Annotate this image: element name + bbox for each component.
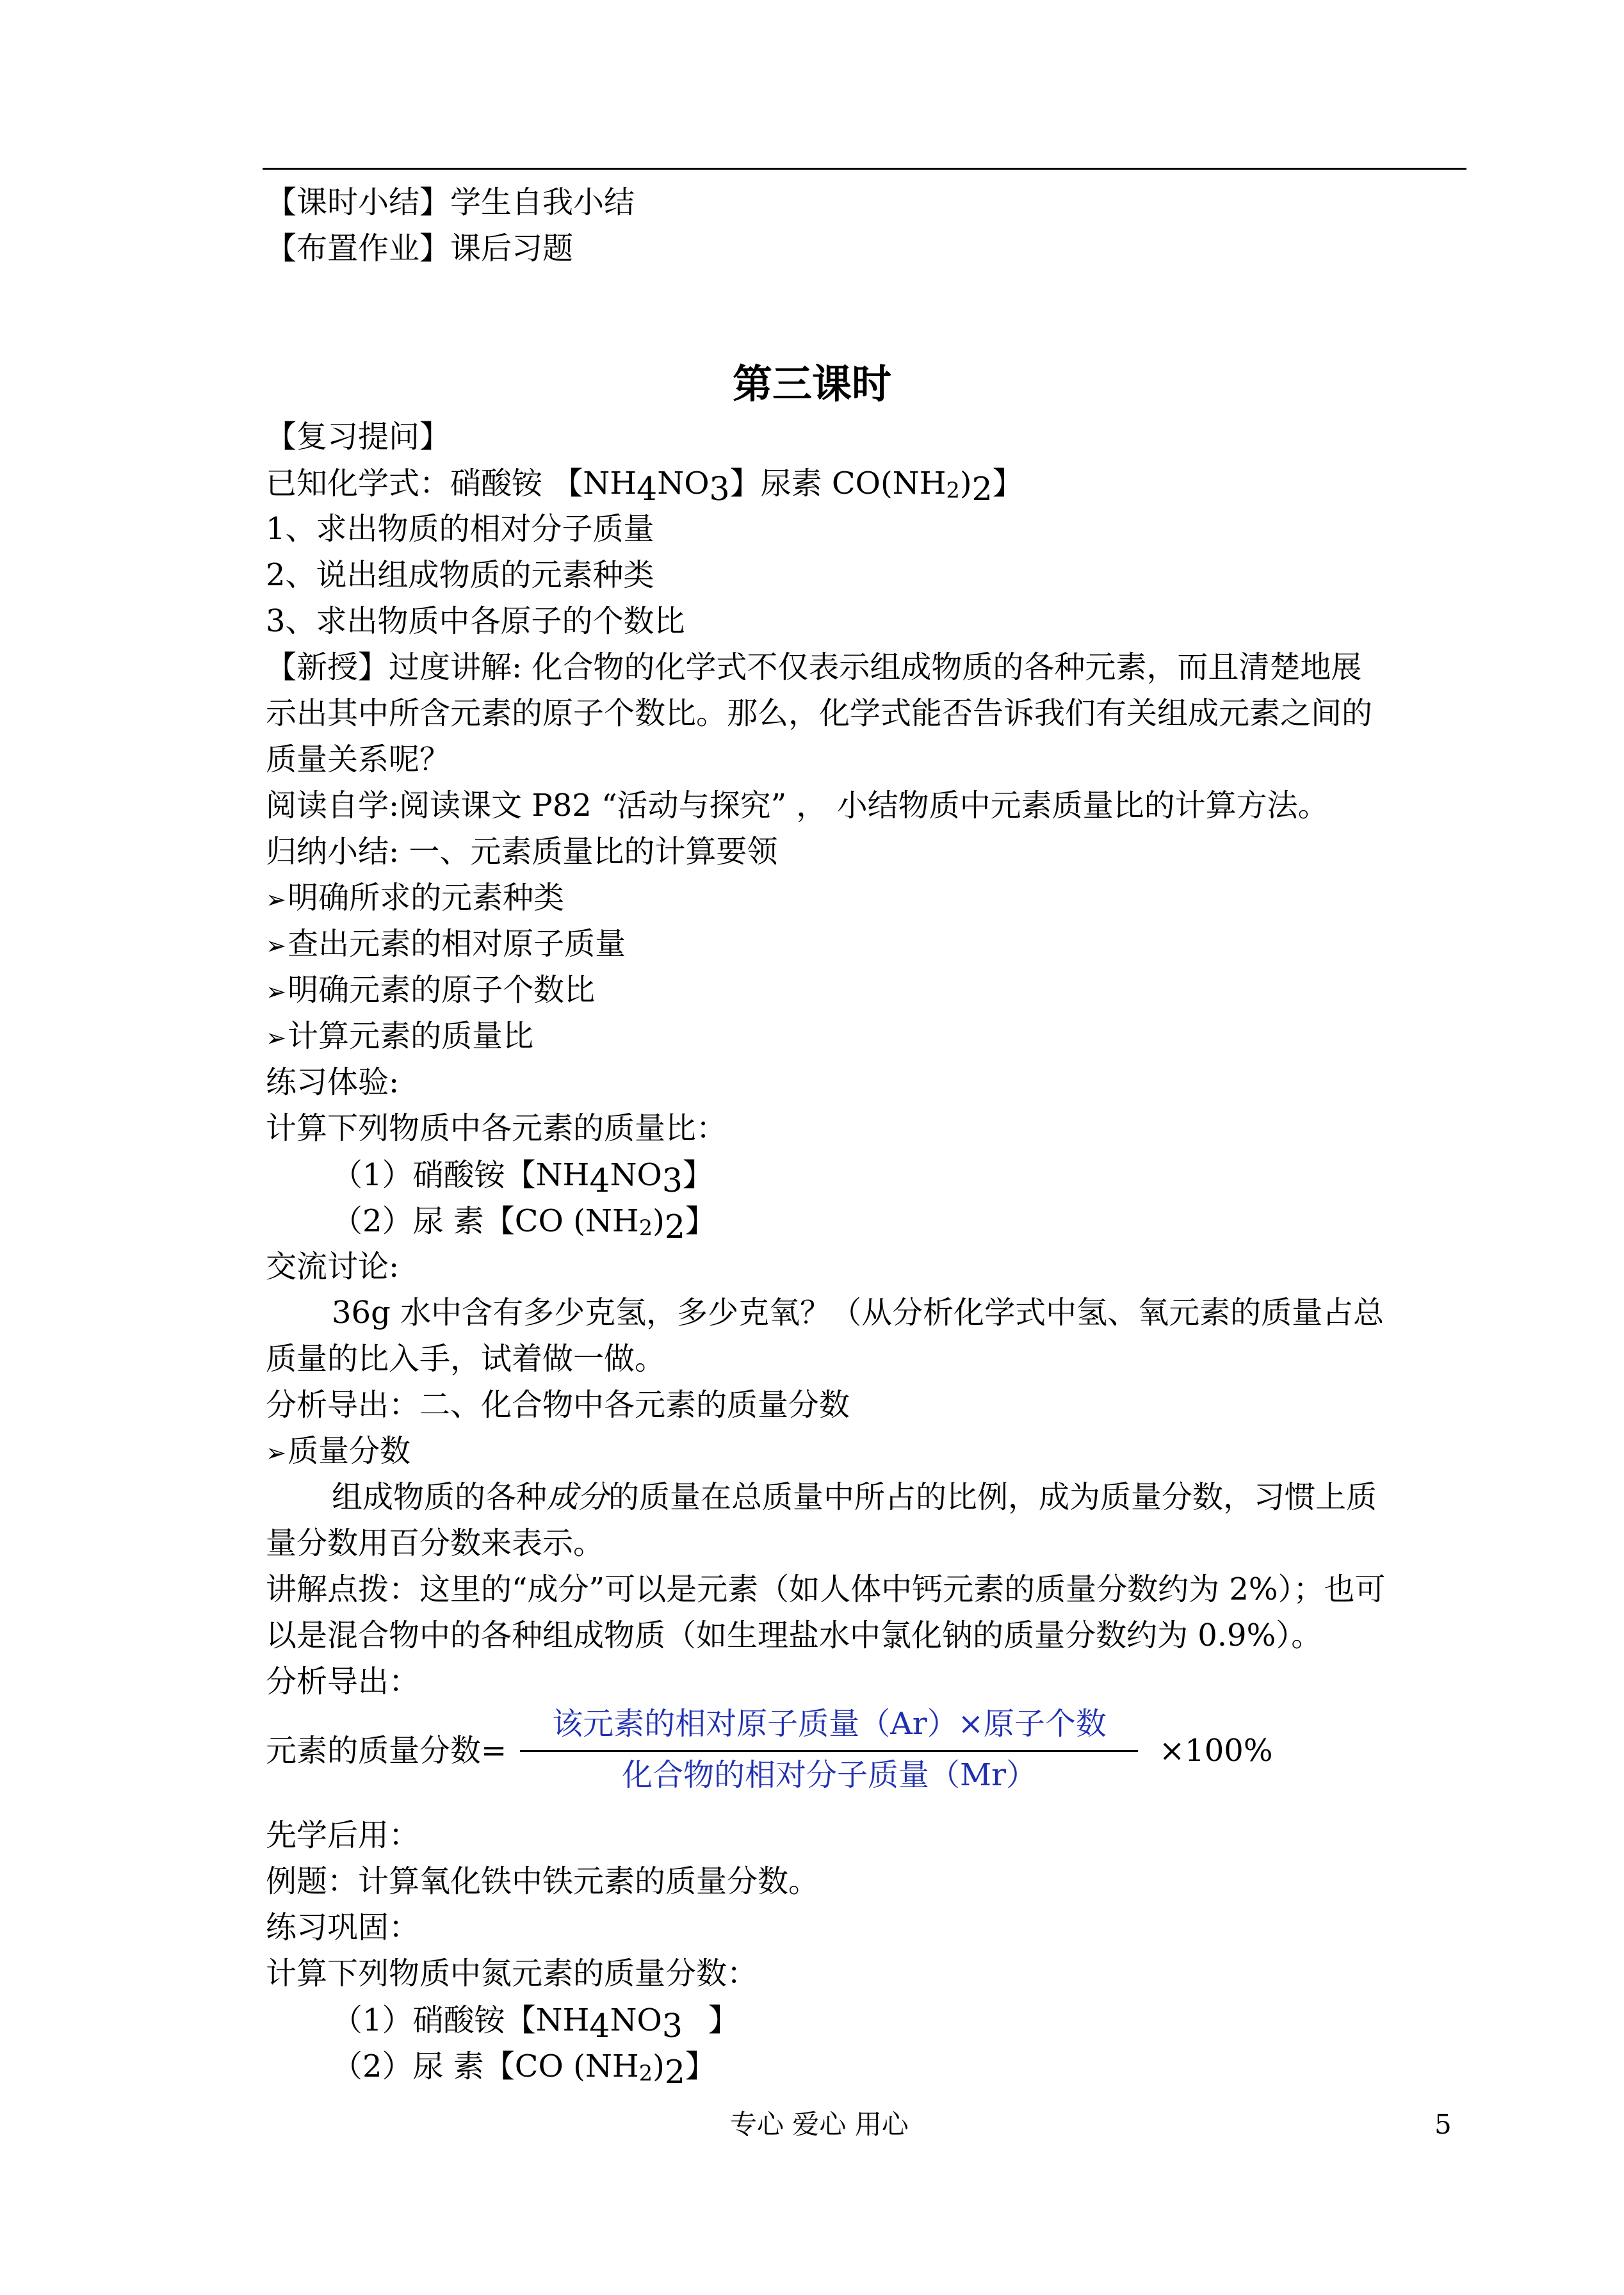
summary-heading: 归纳小结: 一、元素质量比的计算要领: [266, 834, 778, 870]
homework-line: 【布置作业】课后习题: [266, 231, 574, 266]
practice2-heading: 练习巩固：: [266, 1910, 420, 1945]
practice-heading: 练习体验:: [266, 1064, 400, 1100]
formula-left: 元素的质量分数=: [266, 1733, 507, 1769]
arrow-bullet-icon: ➢: [266, 978, 287, 1007]
header-rule: [263, 168, 1466, 170]
explain-line-1: 讲解点拨：这里的“成分”可以是元素（如人体中钙元素的质量分数约为 2%）；也可: [266, 1571, 1386, 1607]
analysis-heading-2: 分析导出：: [266, 1664, 420, 1699]
explain-line-2: 以是混合物中的各种组成物质（如生理盐水中氯化钠的质量分数约为 0.9%）。: [266, 1618, 1322, 1653]
fraction-bar: [520, 1750, 1138, 1752]
definition-line-1: 组成物质的各种成分的质量在总质量中所占的比例，成为质量分数，习惯上质: [332, 1479, 1377, 1515]
reading-line: 阅读自学:阅读课文 P82 “活动与探究” ， 小结物质中元素质量比的计算方法。: [266, 788, 1329, 823]
practice2-item-2: （2）尿 素【CO (NH2)2】: [332, 2048, 716, 2091]
analysis-heading: 分析导出：二、化合物中各元素的质量分数: [266, 1387, 850, 1423]
point-4: ➢计算元素的质量比: [266, 1017, 533, 1058]
known-formula-line: 已知化学式：硝酸铵 【NH4NO3】尿素 CO(NH2)2】: [266, 466, 1023, 508]
new-lesson-line-3: 质量关系呢？: [266, 742, 451, 777]
discussion-line-2: 质量的比入手，试着做一做。: [266, 1341, 666, 1377]
arrow-bullet-icon: ➢: [266, 1439, 287, 1468]
question-1: 1、求出物质的相对分子质量: [266, 511, 654, 547]
point-2: ➢查出元素的相对原子质量: [266, 925, 626, 966]
practice2-item-1: （1）硝酸铵【NH4NO3 】: [332, 2002, 739, 2045]
formula-times: ×100%: [1159, 1733, 1273, 1769]
apply-heading: 先学后用：: [266, 1817, 420, 1853]
page-number: 5: [1434, 2109, 1452, 2140]
arrow-bullet-icon: ➢: [266, 886, 287, 914]
question-2: 2、说出组成物质的元素种类: [266, 557, 654, 593]
example-line: 例题：计算氧化铁中铁元素的质量分数。: [266, 1863, 820, 1899]
discussion-heading: 交流讨论:: [266, 1249, 400, 1285]
review-heading: 【复习提问】: [266, 419, 451, 455]
practice2-task: 计算下列物质中氮元素的质量分数：: [266, 1956, 758, 1991]
arrow-bullet-icon: ➢: [266, 1024, 287, 1053]
arrow-bullet-icon: ➢: [266, 932, 287, 961]
new-lesson-line-2: 示出其中所含元素的原子个数比。那么，化学式能否告诉我们有关组成元素之间的: [266, 695, 1373, 731]
question-3: 3、求出物质中各原子的个数比: [266, 603, 685, 639]
point-1: ➢明确所求的元素种类: [266, 879, 564, 920]
practice-item-1: （1）硝酸铵【NH4NO3】: [332, 1157, 713, 1200]
point-3: ➢明确元素的原子个数比: [266, 971, 595, 1012]
formula-numerator: 该元素的相对原子质量（Ar）×原子个数: [552, 1706, 1107, 1742]
mass-fraction-point: ➢质量分数: [266, 1432, 410, 1473]
summary-line: 【课时小结】学生自我小结: [266, 184, 635, 220]
lesson-title: 第三课时: [732, 361, 891, 407]
practice-item-2: （2）尿 素【CO (NH2)2】: [332, 1203, 716, 1246]
new-lesson-line-1: 【新授】过度讲解: 化合物的化学式不仅表示组成物质的各种元素，而且清楚地展: [266, 649, 1362, 685]
practice-task: 计算下列物质中各元素的质量比：: [266, 1110, 727, 1146]
footer-motto: 专心 爱心 用心: [730, 2109, 909, 2140]
definition-line-2: 量分数用百分数来表示。: [266, 1525, 605, 1561]
discussion-line-1: 36g 水中含有多少克氢，多少克氧？（从分析化学式中氢、氧元素的质量占总: [332, 1295, 1384, 1331]
formula-denominator: 化合物的相对分子质量（Mr）: [621, 1757, 1037, 1793]
